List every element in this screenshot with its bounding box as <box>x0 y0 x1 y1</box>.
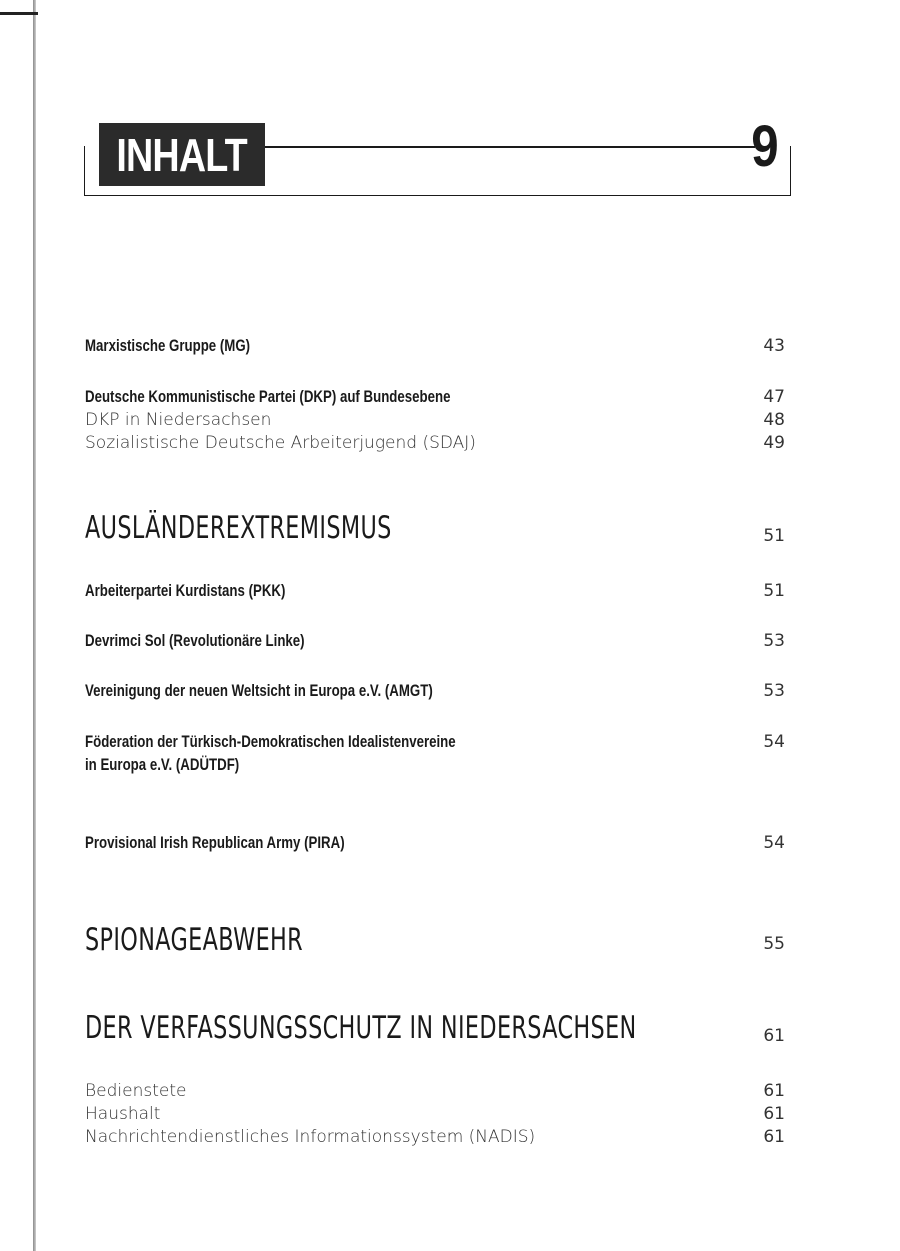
toc-entry-dkp-bund: Deutsche Kommunistische Partei (DKP) auf Bundesebene <box>85 387 451 406</box>
toc-entry-aduetdf-line1: Föderation der Türkisch-Demokratischen Idealistenvereine <box>85 732 456 751</box>
section-page-verfassungsschutz: 61 <box>763 1026 785 1046</box>
section-spionageabwehr: SPIONAGEABWEHR <box>85 922 304 958</box>
toc-page-bedienstete: 61 <box>763 1081 785 1101</box>
header-rule <box>265 146 755 148</box>
section-auslaenderextremismus: AUSLÄNDEREXTREMISMUS <box>85 510 392 546</box>
toc-page-mg: 43 <box>763 336 785 356</box>
toc-page-amgt: 53 <box>763 681 785 701</box>
toc-entry-haushalt: Haushalt <box>85 1104 161 1124</box>
toc-entry-bedienstete: Bedienstete <box>85 1081 187 1101</box>
toc-entry-pkk: Arbeiterpartei Kurdistans (PKK) <box>85 581 286 600</box>
toc-entry-devrimci-sol: Devrimci Sol (Revolutionäre Linke) <box>85 631 305 650</box>
section-verfassungsschutz: DER VERFASSUNGSSCHUTZ IN NIEDERSACHSEN <box>85 1010 637 1046</box>
title-box <box>99 123 265 186</box>
toc-entry-dkp-nds: DKP in Niedersachsen <box>85 410 272 430</box>
toc-page-pkk: 51 <box>763 581 785 601</box>
toc-entry-sdaj: Sozialistische Deutsche Arbeiterjugend (SDAJ) <box>85 433 476 453</box>
toc-page-pira: 54 <box>763 833 785 853</box>
section-page-spionageabwehr: 55 <box>763 934 785 954</box>
section-page-auslaenderextremismus: 51 <box>763 526 785 546</box>
toc-page-sdaj: 49 <box>763 433 785 453</box>
toc-page-dkp-nds: 48 <box>763 410 785 430</box>
toc-page-nadis: 61 <box>763 1127 785 1147</box>
page-binding-edge <box>33 0 36 1251</box>
toc-entry-pira: Provisional Irish Republican Army (PIRA) <box>85 833 345 852</box>
page-title: INHALT <box>116 128 248 181</box>
page-number: 9 <box>751 114 779 179</box>
binding-mark <box>0 12 38 15</box>
toc-entry-aduetdf-line2: in Europa e.V. (ADÜTDF) <box>85 755 240 774</box>
toc-page-dkp-bund: 47 <box>763 387 785 407</box>
toc-entry-amgt: Vereinigung der neuen Weltsicht in Europa e.V. (AMGT) <box>85 681 433 700</box>
toc-entry-mg: Marxistische Gruppe (MG) <box>85 336 251 355</box>
toc-page-haushalt: 61 <box>763 1104 785 1124</box>
toc-entry-nadis: Nachrichtendienstliches Informationssystem (NADIS) <box>85 1127 536 1147</box>
toc-page-aduetdf: 54 <box>763 732 785 752</box>
toc-page-devrimci-sol: 53 <box>763 631 785 651</box>
